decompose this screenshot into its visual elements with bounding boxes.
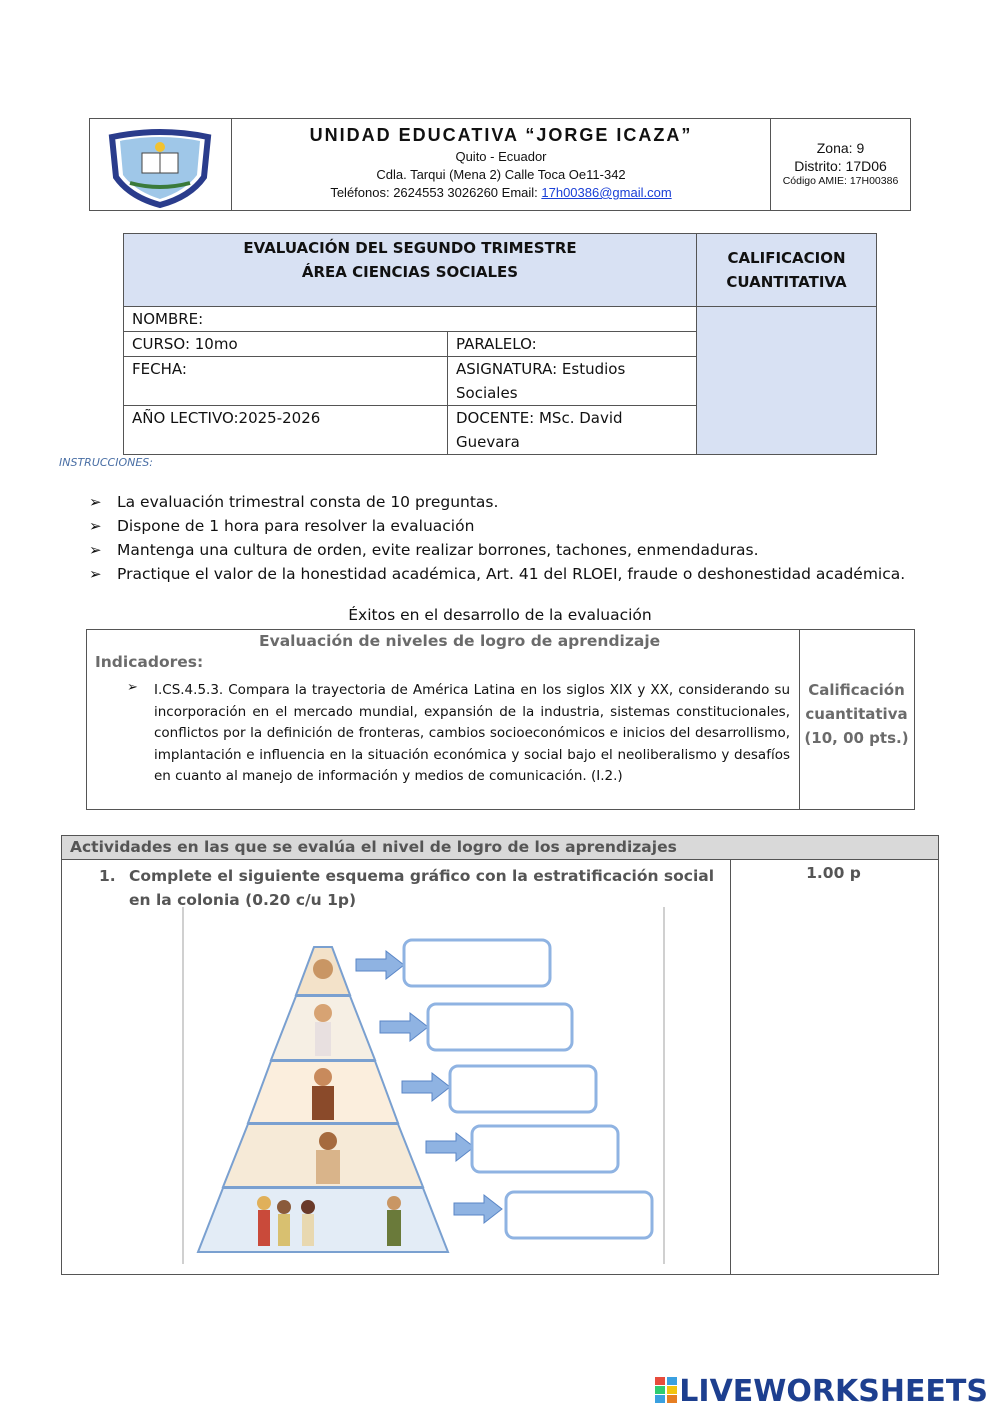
pyramid-answer-box-5[interactable] bbox=[506, 1192, 652, 1238]
pyramid-answer-box-2[interactable] bbox=[428, 1004, 572, 1050]
instruction-text: Practique el valor de la honestidad académica, Art. 41 del RLOEI, fraude o deshonestidad académica. bbox=[117, 565, 906, 583]
asignatura-line2: Sociales bbox=[456, 384, 518, 402]
school-logo bbox=[90, 119, 231, 211]
arrow-right-icon bbox=[380, 1013, 428, 1041]
indicators-heading: Indicadores: bbox=[95, 653, 204, 671]
asignatura-field bbox=[448, 357, 697, 406]
liveworksheets-text: LIVEWORKSHEETS bbox=[679, 1374, 988, 1409]
docente-line1: DOCENTE: MSc. David bbox=[456, 409, 623, 427]
school-name: UNIDAD EDUCATIVA “JORGE ICAZA” bbox=[309, 125, 693, 145]
distrito: Distrito: 17D06 bbox=[794, 158, 887, 174]
question-1 bbox=[99, 864, 719, 912]
paralelo-field[interactable]: PARALELO: bbox=[448, 332, 697, 357]
docente-field bbox=[448, 406, 697, 455]
school-email-link[interactable]: 17h00386@gmail.com bbox=[541, 185, 672, 200]
pyramid-level-3 bbox=[248, 1061, 398, 1123]
pyramid-level-4 bbox=[223, 1124, 423, 1187]
grade-label bbox=[697, 234, 877, 307]
pyramid-answer-box-1[interactable] bbox=[404, 940, 550, 986]
arrow-bullet-icon: ➢ bbox=[89, 517, 102, 535]
pyramid-answer-box-3[interactable] bbox=[450, 1066, 596, 1112]
instruction-text: La evaluación trimestral consta de 10 preguntas. bbox=[117, 493, 499, 511]
grade-label-line2: CUANTITATIVA bbox=[726, 273, 847, 291]
instruction-item bbox=[89, 562, 905, 586]
grade-label-line1: CALIFICACION bbox=[727, 249, 846, 267]
question-1-text: Complete el siguiente esquema gráfico con la estratificación social en la colonia (0.20 c/u 1p) bbox=[129, 867, 715, 909]
school-logo-cell bbox=[90, 119, 232, 210]
instruction-text: Mantenga una cultura de orden, evite realizar borrones, tachones, enmendaduras. bbox=[117, 541, 759, 559]
school-header bbox=[89, 118, 911, 211]
anio-lectivo: AÑO LECTIVO:2025-2026 bbox=[124, 406, 448, 455]
instruction-item bbox=[89, 490, 905, 514]
instructions-label: INSTRUCCIONES: bbox=[59, 456, 153, 469]
instruction-item bbox=[89, 514, 905, 538]
arrow-right-icon bbox=[454, 1195, 502, 1223]
school-address: Cdla. Tarqui (Mena 2) Calle Toca Oe11-342 bbox=[376, 167, 626, 182]
pyramid-answer-box-4[interactable] bbox=[472, 1126, 618, 1172]
curso-field: CURSO: 10mo bbox=[124, 332, 448, 357]
liveworksheets-icon bbox=[655, 1377, 677, 1403]
school-contact bbox=[231, 184, 771, 202]
pyramid-level-2 bbox=[271, 996, 375, 1060]
docente-line2: Guevara bbox=[456, 433, 520, 451]
arrow-bullet-icon: ➢ bbox=[89, 493, 102, 511]
indicators-grade-line2: cuantitativa bbox=[805, 705, 908, 723]
activities-title: Actividades en las que se evalúa el nivel de logro de los aprendizajes bbox=[62, 836, 938, 860]
instruction-item bbox=[89, 538, 905, 562]
zona: Zona: 9 bbox=[816, 140, 865, 156]
arrow-right-icon bbox=[426, 1133, 474, 1161]
pyramid-level-1 bbox=[296, 947, 350, 995]
indicators-title: Evaluación de niveles de logro de aprendizaje bbox=[259, 632, 661, 650]
amie-code: Código AMIE: 17H00386 bbox=[782, 175, 899, 187]
arrow-bullet-icon: ➢ bbox=[89, 541, 102, 559]
social-pyramid-diagram bbox=[182, 907, 666, 1264]
arrow-bullet-icon: ➢ bbox=[127, 680, 138, 695]
school-info bbox=[231, 119, 771, 210]
question-1-number: 1. bbox=[99, 867, 116, 885]
pyramid-level-5 bbox=[198, 1188, 448, 1252]
liveworksheets-logo bbox=[655, 1374, 988, 1409]
instruction-text: Dispone de 1 hora para resolver la evaluación bbox=[117, 517, 475, 535]
nombre-field[interactable]: NOMBRE: bbox=[124, 307, 697, 332]
asignatura-line1: ASIGNATURA: Estudios bbox=[456, 360, 626, 378]
closing-message: Éxitos en el desarrollo de la evaluación bbox=[348, 606, 652, 624]
evaluation-info-table bbox=[123, 233, 877, 455]
school-city: Quito - Ecuador bbox=[455, 149, 547, 164]
instructions-list bbox=[89, 490, 905, 586]
indicators-box bbox=[86, 629, 915, 810]
school-codes bbox=[770, 119, 910, 210]
indicator-text: I.CS.4.5.3. Compara la trayectoria de América Latina en los siglos XIX y XX, considerando su incorporación en el mercado mundial, expansión de la industria, sistemas constitucionales, conflictos por la definición de fronteras, cambios socioeconómicos e inicios del desarrollismo, implantación e influencia en la situación económica y social bajo el neoliberalismo y desafíos en cuanto al manejo de información y medios de comunicación. (I.2.) bbox=[154, 682, 790, 785]
indicators-grade bbox=[799, 630, 914, 809]
question-1-points: 1.00 p bbox=[806, 864, 861, 882]
evaluation-title-line1: EVALUACIÓN DEL SEGUNDO TRIMESTRE bbox=[243, 239, 577, 257]
indicators-content bbox=[87, 630, 800, 809]
fecha-field[interactable]: FECHA: bbox=[124, 357, 448, 406]
arrow-right-icon bbox=[356, 951, 404, 979]
indicators-grade-line1: Calificación bbox=[808, 681, 905, 699]
grade-box bbox=[697, 307, 877, 455]
evaluation-title-line2: ÁREA CIENCIAS SOCIALES bbox=[301, 263, 519, 281]
school-phones: Teléfonos: 2624553 3026260 Email: bbox=[330, 185, 542, 200]
arrow-right-icon bbox=[402, 1073, 450, 1101]
indicators-grade-line3: (10, 00 pts.) bbox=[804, 729, 909, 747]
arrow-bullet-icon: ➢ bbox=[89, 565, 102, 583]
evaluation-title bbox=[124, 234, 697, 307]
